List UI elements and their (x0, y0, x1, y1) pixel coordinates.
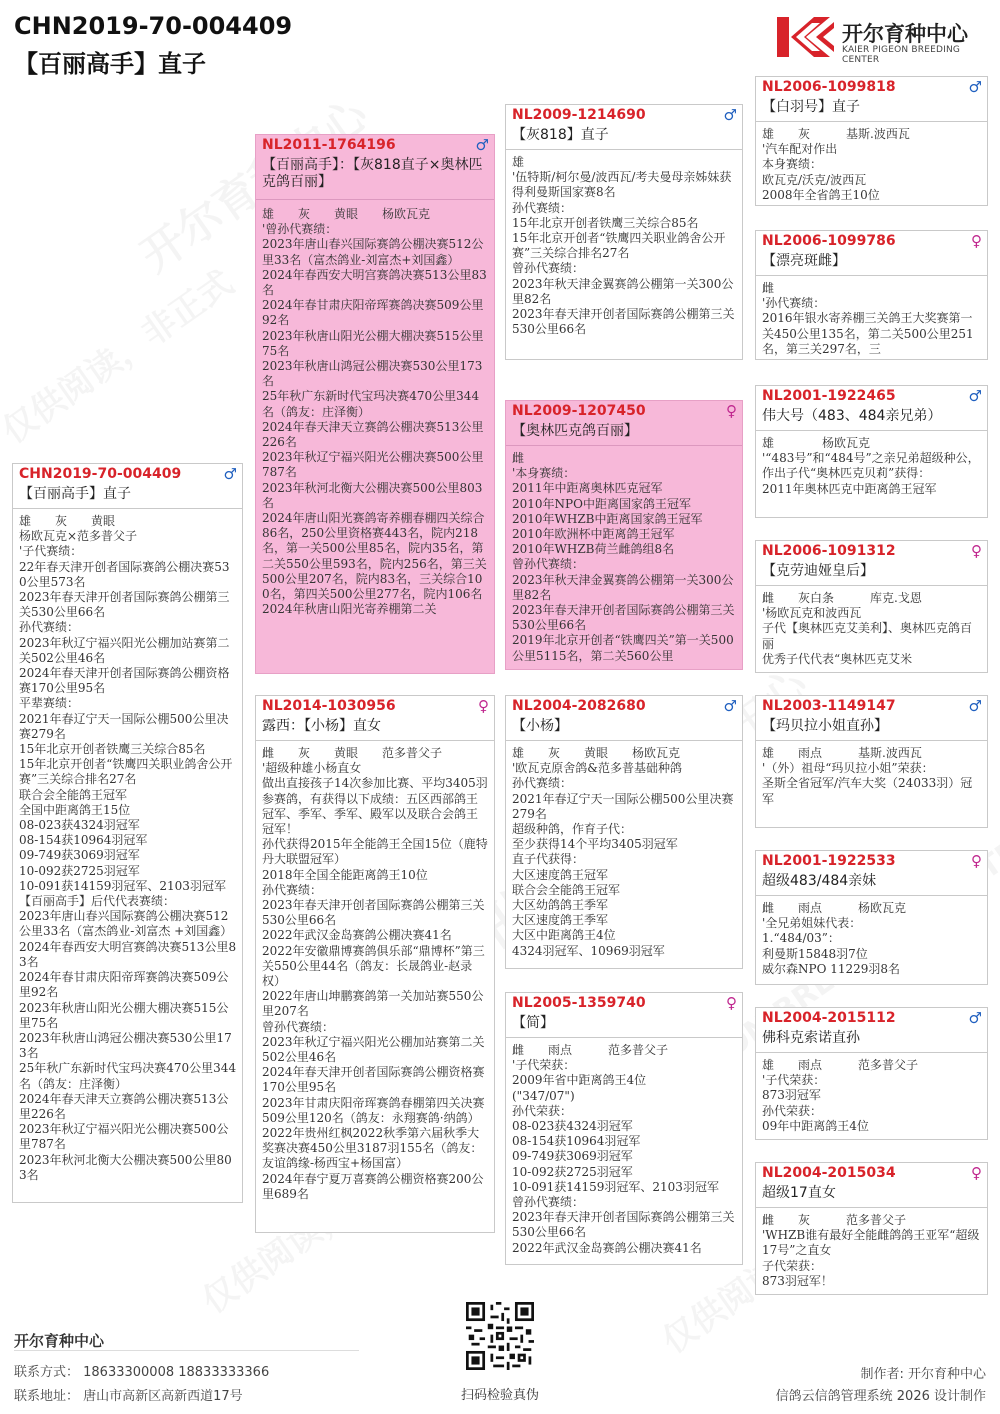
card-description: 雄 杨欧瓦克 '“483号”和“484号”之亲兄弟超级种公，作出子代“奥林匹克贝莉”获得： 2011年奥林匹克中距离鸽王冠军 (762, 436, 980, 496)
card-ring-id: NL2014-1030956 (262, 698, 396, 714)
card-divider (506, 445, 742, 446)
pedigree-card-subject[interactable] (12, 463, 243, 1203)
card-name: 露西：【小杨】直女 (262, 718, 381, 734)
male-icon: ♂ (968, 697, 982, 715)
card-name: 【克劳迪娅皇后】 (762, 563, 874, 579)
card-divider (756, 1052, 987, 1053)
card-description: 雄 灰 基斯.波西瓦 '汽车配对作出 本身赛绩： 欧瓦克/沃克/波西瓦 2008年全省鸽王10位 (762, 127, 910, 202)
card-description: 雌 雨点 杨欧瓦克 '全兄弟姐妹代表： 1.“484/03”： 利曼斯15848羽7位 威尔森NPO 11229羽8名 (762, 901, 907, 976)
card-description: 雌 '孙代赛绩： 2016年银水寄养棚三关鸽王大奖赛第一关450公里135名，第二关500公里251名，第三关297名，三 (762, 281, 974, 356)
female-icon: ♀ (726, 402, 737, 420)
card-ring-id: NL2001-1922465 (762, 388, 896, 404)
pedigree-card-dam[interactable] (255, 695, 495, 1233)
card-description: 雄 雨点 范多普父子 '子代荣获： 873羽冠军 孙代荣获： 09年中距离鸽王4位 (762, 1058, 919, 1133)
card-name: 【玛贝拉小姐直孙】 (762, 718, 888, 734)
pedigree-card-dam-dam[interactable] (505, 992, 743, 1265)
card-name: 超级483/484亲妹 (762, 873, 877, 889)
card-name: 【简】 (512, 1015, 554, 1031)
pedigree-card-sire-dam[interactable] (505, 400, 743, 670)
brand-subtitle: KAIER PIGEON BREEDING CENTER (842, 45, 961, 65)
pedigree-card-sire-sire[interactable] (505, 104, 743, 360)
card-description: 雌 雨点 范多普父子 '子代荣获： 2009年省中距离鸽王4位 ("347/07") 孙代荣获： 08-023获4324羽冠军 08-154获10964羽冠军 09-749获3069羽冠军 10-092获2725羽冠军 10-091获14159羽冠军、2103羽冠军 曾孙代赛绩： 2023年春天津开创者国际赛鸽公棚第三关530公里66名 2022年武汉金岛赛鸽公棚决赛41名 (512, 1043, 735, 1255)
card-ring-id: NL2001-1922533 (762, 853, 896, 869)
card-divider (756, 430, 987, 431)
card-ring-id: NL2006-1099786 (762, 233, 896, 249)
brand-logo (776, 14, 986, 65)
pedigree-card-dam-sire[interactable] (505, 695, 743, 969)
card-description: 雄 '伍特斯/柯尔曼/波西瓦/考夫曼母亲姊妹获得利曼斯国家赛8名 孙代赛绩： 15年北京开创者铁鹰三关综合85名 15年北京开创者“铁鹰四关职业鸽舍公开赛”三关综合排名27名 曾孙代赛绩： 2023年秋天津金翼赛鸽公棚第一关300公里82名 2023年春天津开创者国际赛鸽公棚第三关530公里66名 (512, 155, 735, 337)
pedigree-card-sire[interactable] (255, 134, 495, 674)
card-ring-id: NL2011-1764196 (262, 137, 396, 153)
card-name: 超级17直女 (762, 1185, 836, 1201)
card-name: 【奥林匹克鸽百丽】 (512, 423, 638, 439)
card-divider (506, 740, 742, 741)
card-divider (256, 199, 494, 200)
card-ring-id: NL2009-1214690 (512, 107, 646, 123)
page-pigeon-title: 【百丽高手】直子 (14, 50, 206, 78)
qr-code-icon[interactable] (466, 1302, 534, 1370)
footer-address: 联系地址： 唐山市高新区高新西道17号 (14, 1389, 243, 1404)
card-description: 雌 灰白条 库克.戈恩 '杨欧瓦克和波西瓦 子代【奥林匹克艾美利】、奥林匹克鸽百丽 优秀子代代表“奥林匹克艾米 (762, 591, 973, 666)
card-ring-id: NL2005-1359740 (512, 995, 646, 1011)
female-icon: ♀ (971, 1164, 982, 1182)
card-description: 雄 雨点 基斯.波西瓦 '（外）祖母“玛贝拉小姐”荣获： 圣斯全省冠军/汽车大奖（24033羽）冠军 (762, 746, 973, 806)
card-divider (13, 508, 242, 509)
card-divider (756, 1207, 987, 1208)
card-name: 【小杨】 (512, 718, 568, 734)
male-icon: ♂ (723, 106, 737, 124)
pedigree-card-sds[interactable] (755, 385, 988, 518)
card-name: 【百丽高手】：【灰818直子×奥林匹克鸽百丽】 (262, 157, 483, 190)
female-icon: ♀ (971, 232, 982, 250)
card-divider (756, 740, 987, 741)
male-icon: ♂ (968, 78, 982, 96)
card-ring-id: NL2006-1099818 (762, 79, 896, 95)
pedigree-card-ssd[interactable] (755, 230, 988, 360)
card-name: 佛科克索诺直孙 (762, 1030, 860, 1046)
card-name: 伟大号（483、484亲兄弟） (762, 408, 942, 424)
kaier-logo-icon (776, 14, 838, 60)
card-ring-id: NL2004-2015034 (762, 1165, 896, 1181)
card-divider (756, 121, 987, 122)
qr-verify-label: 扫码检验真伪 (460, 1388, 539, 1403)
card-description: 雄 灰 黄眼 杨欧瓦克 '曾孙代赛绩： 2023年唐山春兴国际赛鸽公棚决赛512公里33名（富杰鸽业-刘富杰+刘国鑫） 2024年春西安大明宫赛鸽决赛513公里83名 2024年春甘肃庆阳帝珲赛鸽决赛509公里92名 2023年秋唐山阳光公棚大棚决赛515公里75名 2023年秋唐山鸿冠公棚决赛530公里173名 25年秋广东新时代宝玛决赛470公里344名（鸽友：庄泽衡） 2024年春天津天立赛鸽公棚决赛513公里226名 2023年秋辽宁福兴阳光公棚决赛500公里787名 2023年秋河北衡大公棚决赛500公里803名 2024年唐山阳光赛鸽寄养棚春棚四关综合86名，250公里资格赛443名，院内218名，第一关500公里85名，院内35名，第二关550公里593名，院内256名，第三关500公里207名，院内83名，三关综合100名，第四关500公里277名，院内106名 2024年秋唐山阳光寄养棚第二关 (262, 207, 487, 617)
card-description: 雄 灰 黄眼 杨欧瓦克 '欧瓦克原舍鸽&范多普基础种鸽 孙代赛绩： 2021年春辽宁天一国际公棚500公里决赛279名 超级种鸽，作育子代： 至少获得14个平均3405羽冠军 直子代获得： 大区速度鸽王冠军 联合会全能鸽王冠军 大区幼鸽鸽王季军 大区速度鸽王季军 大区中距离鸽王4位 4324羽冠军、10969羽冠军 (512, 746, 734, 958)
page-pigeon-id: CHN2019-70-004409 (14, 12, 293, 40)
female-icon: ♀ (726, 994, 737, 1012)
card-name: 【灰818】直子 (512, 127, 609, 143)
card-ring-id: NL2003-1149147 (762, 698, 896, 714)
card-name: 【百丽高手】直子 (19, 486, 131, 502)
card-ring-id: CHN2019-70-004409 (19, 466, 182, 482)
female-icon: ♀ (478, 697, 489, 715)
male-icon: ♂ (968, 1009, 982, 1027)
card-ring-id: NL2009-1207450 (512, 403, 646, 419)
watermark (0, 256, 241, 452)
card-ring-id: NL2006-1091312 (762, 543, 896, 559)
card-name: 【白羽号】直子 (762, 99, 860, 115)
female-icon: ♀ (971, 542, 982, 560)
card-ring-id: NL2004-2015112 (762, 1010, 896, 1026)
pedigree-card-sss[interactable] (755, 76, 988, 206)
pedigree-card-ddd[interactable] (755, 1162, 988, 1295)
pedigree-card-dsd[interactable] (755, 850, 988, 985)
card-divider (256, 740, 494, 741)
footer-maker: 制作者: 开尔育种中心 (860, 1367, 986, 1382)
card-description: 雌 灰 黄眼 范多普父子 '超级种雄小杨直女 做出直接孩子14次参加比赛、平均3405羽参赛鸽，有获得以下成绩：五区西部鸽王冠军、季军、季军、殿军以及联合会鸽王冠军！ 孙代获得2015年全能鸽王全国15位（鹿特丹大联盟冠军） 2018年全国全能距离鸽王10位 孙代赛绩： 2023年春天津开创者国际赛鸽公棚第三关530公里66名 2022年武汉金岛赛鸽公棚决赛41名 2022年安徽鼎博赛鸽俱乐部“鼎博杯”第三关550公里44名（鸽友：长晟鸽业-赵录权） 2022年唐山坤鹏赛鸽第一关加站赛550公里207名 曾孙代赛绩： 2023年秋辽宁福兴阳光公棚加站赛第二关502公里46名 2024年春天津开创者国际赛鸽公棚资格赛170公里95名 2023年甘肃庆阳帝珲赛鸽春棚第四关决赛509公里120名（鸽友：永翔赛鸽·纳鸽） 2022年贵州红枫2022秋季第六届秋季大奖赛决赛450公里3187羽155名（鸽友：友谊鸽缘-杨西宝+杨国富） 2024年春宁夏万喜赛鸽公棚资格赛200公里689名 (262, 746, 488, 1201)
male-icon: ♂ (723, 697, 737, 715)
card-divider (756, 895, 987, 896)
footer-contact: 联系方式： 18633300008 18833333366 (14, 1365, 270, 1380)
pedigree-card-dss[interactable] (755, 695, 988, 828)
card-description: 雌 灰 范多普父子 'WHZB谁有最好全能雌鸽鸽王亚军“超级17号”之直女 子代荣获： 873羽冠军！ (762, 1213, 980, 1288)
footer-divider (14, 1350, 359, 1351)
card-divider (756, 585, 987, 586)
pedigree-card-dds[interactable] (755, 1007, 988, 1140)
card-divider (506, 1037, 742, 1038)
card-description: 雌 '本身赛绩： 2011年中距离奥林匹克冠军 2010年NPO中距离国家鸽王冠军 2010年WHZB中距离国家鸽王冠军 2010年欧洲杯中距离鸽王冠军 2010年WHZB荷兰雌鸽组8名 曾孙代赛绩： 2023年秋天津金翼赛鸽公棚第一关300公里82名 2023年春天津开创者国际赛鸽公棚第三关530公里66名 2019年北京开创者“铁鹰四关”第一关500公里5115名，第二关560公里 (512, 451, 735, 663)
card-divider (506, 149, 742, 150)
female-icon: ♀ (971, 852, 982, 870)
footer-system: 信鸽云信鸽管理系统 2026 设计制作 (775, 1389, 986, 1404)
footer-org-name: 开尔育种中心 (14, 1332, 105, 1350)
watermark-text (0, 263, 241, 452)
male-icon: ♂ (968, 387, 982, 405)
male-icon: ♂ (223, 465, 237, 483)
card-divider (756, 275, 987, 276)
male-icon: ♂ (475, 136, 489, 154)
card-name: 【漂亮斑雌】 (762, 253, 846, 269)
brand-name: 开尔育种中心 (842, 22, 968, 46)
pedigree-card-sdd[interactable] (755, 540, 988, 673)
card-ring-id: NL2004-2082680 (512, 698, 646, 714)
card-description: 雄 灰 黄眼 杨欧瓦克×范多普父子 '子代赛绩： 22年春天津开创者国际赛鸽公棚决赛530公里573名 2023年春天津开创者国际赛鸽公棚第三关530公里66名 孙代赛绩： 2023年秋辽宁福兴阳光公棚加站赛第二关502公里46名 2024年春天津开创者国际赛鸽公棚资格赛170公里95名 平辈赛绩： 2021年春辽宁天一国际公棚500公里决赛279名 15年北京开创者铁鹰三关综合85名 15年北京开创者“铁鹰四关职业鸽舍公开赛”三关综合排名27名 联合会全能鸽王冠军 全国中距离鸽王15位 08-023获4324羽冠军 08-154获10964羽冠军 09-749获3069羽冠军 10-092获2725羽冠军 10-091获14159羽冠军、2103羽冠军 【百丽高手】后代代表赛绩： 2023年唐山春兴国际赛鸽公棚决赛512公里33名（富杰鸽业-刘富杰 +刘国鑫） 2024年春西安大明宫赛鸽决赛513公里83名 2024年春甘肃庆阳帝珲赛鸽决赛509公里92名 2023年秋唐山阳光公棚大棚决赛515公里75名 2023年秋唐山鸿冠公棚决赛530公里173名 25年秋广东新时代宝玛决赛470公里344名（鸽友：庄泽衡） 2024年春天津天立赛鸽公棚决赛513公里226名 2023年秋辽宁福兴阳光公棚决赛500公里787名 2023年秋河北衡大公棚决赛500公里803名 (19, 514, 237, 1182)
